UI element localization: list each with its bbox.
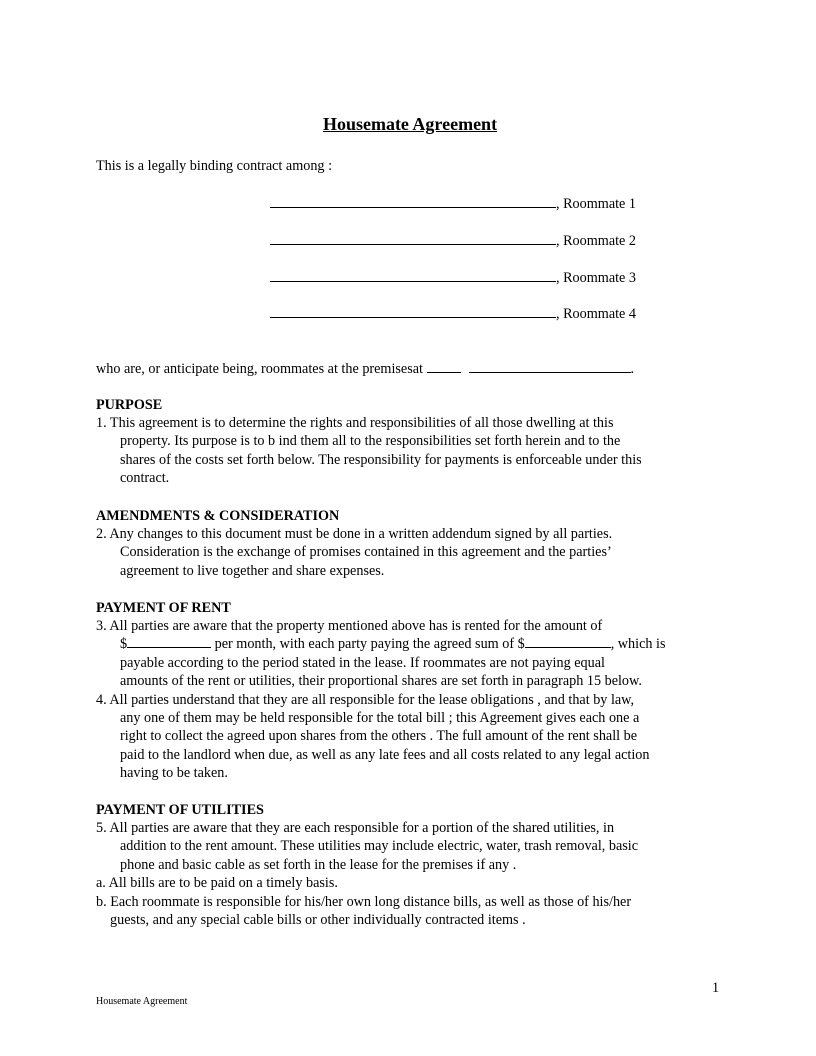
roommate-1-blank bbox=[270, 194, 556, 208]
rent-share-text: per month, with each party paying the agreed sum of $ bbox=[211, 636, 525, 653]
paragraph-2 bbox=[96, 525, 702, 580]
roommate-4-blank bbox=[270, 304, 556, 318]
paragraph-1 bbox=[96, 414, 702, 488]
roommate-1-line bbox=[270, 194, 636, 213]
clause-a: a. All bills are to be paid on a timely basis. bbox=[96, 875, 338, 892]
paragraph-3-line-2 bbox=[96, 635, 702, 653]
clause-b-line-2: guests, and any special cable bills or other individually contracted items . bbox=[110, 912, 526, 929]
paragraph-4-line-2: any one of them may be held responsible for the total bill ; this Agreement gives each one a bbox=[120, 710, 640, 727]
paragraph-1-line-3: shares of the costs set forth below. The responsibility for payments is enforceable under this bbox=[120, 451, 642, 468]
roommate-1-label: , Roommate 1 bbox=[556, 196, 636, 212]
amendments-section bbox=[96, 507, 702, 580]
paragraph-4-line-5: having to be taken. bbox=[120, 765, 228, 782]
roommate-2-blank bbox=[270, 231, 556, 245]
roommate-3-blank bbox=[270, 268, 556, 282]
premises-blank-2 bbox=[469, 360, 631, 373]
rent-amount-blank bbox=[127, 635, 211, 648]
rent-heading: PAYMENT OF RENT bbox=[96, 600, 231, 616]
paragraph-1-line-2: property. Its purpose is to b ind them all to the responsibilities set forth herein and to the bbox=[120, 433, 621, 450]
paragraph-5 bbox=[96, 819, 702, 874]
paragraph-5-line-3: phone and basic cable as set forth in the lease for the premises if any . bbox=[120, 856, 517, 873]
purpose-heading: PURPOSE bbox=[96, 397, 163, 413]
utilities-heading: PAYMENT OF UTILITIES bbox=[96, 802, 264, 818]
paragraph-2-line-2: Consideration is the exchange of promises contained in this agreement and the parties’ bbox=[120, 544, 612, 561]
roommate-2-line bbox=[270, 231, 636, 250]
footer-text: Housemate Agreement bbox=[96, 996, 188, 1007]
roommate-4-line bbox=[270, 304, 636, 323]
paragraph-4-line-4: paid to the landlord when due, as well as any late fees and all costs related to any legal action bbox=[120, 746, 650, 763]
roommate-3-label: , Roommate 3 bbox=[556, 270, 636, 286]
clause-b-line-1: b. Each roommate is responsible for his/her own long distance bills, as well as those of his/her bbox=[96, 893, 632, 910]
paragraph-3-line-4: amounts of the rent or utilities, their proportional shares are set forth in paragraph 15 below. bbox=[120, 673, 642, 690]
intro-line: This is a legally binding contract among : bbox=[96, 158, 333, 174]
roommate-3-line bbox=[270, 268, 636, 287]
paragraph-3-line-3: payable according to the period stated in the lease. If roommates are not paying equal bbox=[120, 654, 605, 671]
paragraph-2-line-1: 2. Any changes to this document must be done in a written addendum signed by all parties. bbox=[96, 526, 613, 542]
utilities-section bbox=[96, 801, 702, 929]
paragraph-4-line-3: right to collect the agreed upon shares from the others . The full amount of the rent shall be bbox=[120, 728, 638, 745]
rent-dollar-sign: $ bbox=[120, 636, 128, 653]
rent-section bbox=[96, 599, 702, 783]
premises-end: . bbox=[630, 361, 635, 377]
premises-text: who are, or anticipate being, roommates at the premisesat bbox=[96, 361, 423, 377]
page-number: 1 bbox=[712, 980, 720, 996]
clause-b bbox=[96, 893, 702, 930]
premises-blank-1 bbox=[427, 360, 461, 373]
paragraph-4-line-1: 4. All parties understand that they are all responsible for the lease obligations , and that by law, bbox=[96, 691, 635, 708]
paragraph-1-line-1: 1. This agreement is to determine the rights and responsibilities of all those dwelling at this bbox=[96, 415, 614, 431]
paragraph-5-line-1: 5. All parties are aware that they are each responsible for a portion of the shared utilities, in bbox=[96, 820, 615, 836]
amendments-heading: AMENDMENTS & CONSIDERATION bbox=[96, 508, 340, 524]
purpose-section bbox=[96, 396, 702, 488]
paragraph-4 bbox=[96, 691, 702, 783]
rent-which-is: , which is bbox=[610, 636, 666, 653]
paragraph-1-line-4: contract. bbox=[120, 470, 170, 487]
roommate-4-label: , Roommate 4 bbox=[556, 306, 636, 322]
paragraph-3 bbox=[96, 617, 702, 691]
paragraph-3-line-1: 3. All parties are aware that the property mentioned above has is rented for the amount of bbox=[96, 618, 603, 634]
paragraph-5-line-2: addition to the rent amount. These utilities may include electric, water, trash removal, basic bbox=[120, 838, 639, 855]
premises-line bbox=[96, 360, 634, 378]
paragraph-2-line-3: agreement to live together and share expenses. bbox=[120, 562, 385, 579]
roommate-2-label: , Roommate 2 bbox=[556, 233, 636, 249]
share-amount-blank bbox=[525, 635, 611, 648]
document-title: Housemate Agreement bbox=[322, 114, 498, 134]
